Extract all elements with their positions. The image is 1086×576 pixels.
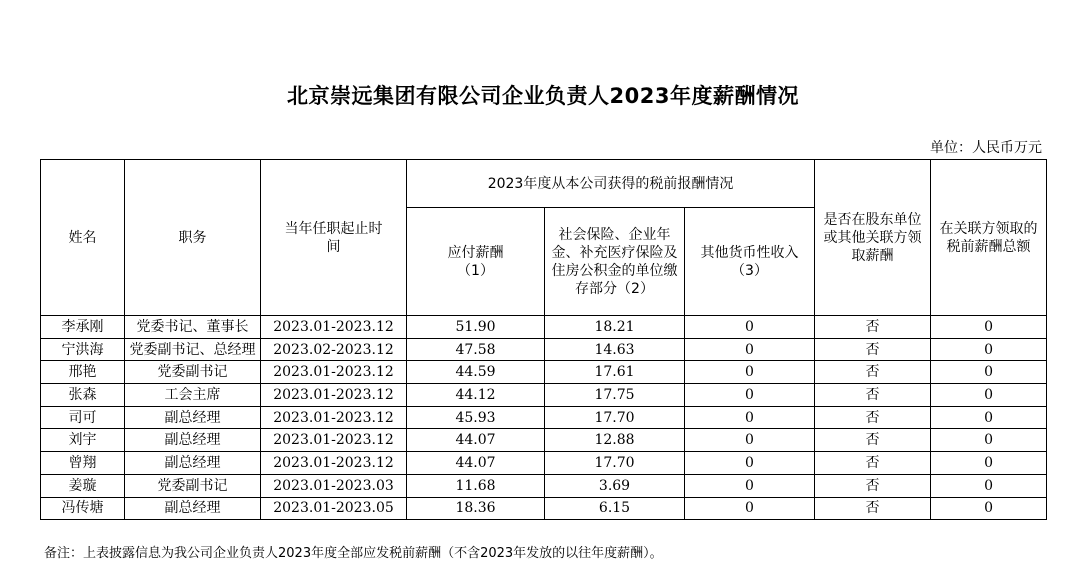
cell-social: 12.88	[545, 429, 685, 452]
cell-name: 邢艳	[41, 361, 125, 384]
header-related: 是否在股东单位或其他关联方领取薪酬	[815, 160, 931, 316]
cell-social: 17.70	[545, 452, 685, 475]
cell-salary: 44.12	[407, 384, 545, 407]
cell-related-total: 0	[931, 452, 1047, 475]
header-group: 2023年度从本公司获得的税前报酬情况	[407, 160, 815, 208]
salary-table	[40, 159, 1047, 520]
cell-other: 0	[685, 316, 815, 339]
table-row	[41, 338, 1047, 361]
cell-other: 0	[685, 474, 815, 497]
cell-position: 副总经理	[125, 452, 261, 475]
cell-related: 否	[815, 452, 931, 475]
cell-related-total: 0	[931, 361, 1047, 384]
header-name: 姓名	[41, 160, 125, 316]
cell-tenure: 2023.01-2023.12	[261, 452, 407, 475]
cell-related: 否	[815, 497, 931, 520]
cell-position: 副总经理	[125, 497, 261, 520]
cell-position: 工会主席	[125, 384, 261, 407]
table-row	[41, 452, 1047, 475]
cell-salary: 44.59	[407, 361, 545, 384]
cell-salary: 18.36	[407, 497, 545, 520]
cell-other: 0	[685, 452, 815, 475]
cell-social: 3.69	[545, 474, 685, 497]
cell-name: 冯传塘	[41, 497, 125, 520]
cell-name: 张森	[41, 384, 125, 407]
cell-name: 司可	[41, 406, 125, 429]
cell-other: 0	[685, 338, 815, 361]
cell-related: 否	[815, 474, 931, 497]
cell-social: 17.61	[545, 361, 685, 384]
page-title: 北京崇远集团有限公司企业负责人2023年度薪酬情况	[287, 84, 799, 108]
footnote: 备注：上表披露信息为我公司企业负责人2023年度全部应发税前薪酬（不含2023年发放的以往年度薪酬）。	[44, 546, 663, 561]
table-row	[41, 384, 1047, 407]
cell-other: 0	[685, 429, 815, 452]
header-salary: 应付薪酬（1）	[407, 208, 545, 316]
cell-social: 14.63	[545, 338, 685, 361]
cell-position: 副总经理	[125, 429, 261, 452]
cell-name: 姜璇	[41, 474, 125, 497]
cell-related: 否	[815, 316, 931, 339]
cell-salary: 44.07	[407, 429, 545, 452]
cell-other: 0	[685, 406, 815, 429]
table-row	[41, 429, 1047, 452]
table-row	[41, 474, 1047, 497]
cell-name: 刘宇	[41, 429, 125, 452]
cell-position: 党委副书记、总经理	[125, 338, 261, 361]
table-body	[41, 316, 1047, 520]
cell-tenure: 2023.02-2023.12	[261, 338, 407, 361]
cell-related: 否	[815, 429, 931, 452]
header-other: 其他货币性收入（3）	[685, 208, 815, 316]
cell-name: 李承刚	[41, 316, 125, 339]
header-position: 职务	[125, 160, 261, 316]
table-row	[41, 406, 1047, 429]
header-related-total: 在关联方领取的税前薪酬总额	[931, 160, 1047, 316]
cell-tenure: 2023.01-2023.03	[261, 474, 407, 497]
cell-related-total: 0	[931, 497, 1047, 520]
cell-name: 曾翔	[41, 452, 125, 475]
table-row	[41, 316, 1047, 339]
cell-related: 否	[815, 384, 931, 407]
cell-related-total: 0	[931, 384, 1047, 407]
cell-related-total: 0	[931, 474, 1047, 497]
cell-related: 否	[815, 361, 931, 384]
cell-other: 0	[685, 361, 815, 384]
cell-social: 17.75	[545, 384, 685, 407]
cell-related-total: 0	[931, 316, 1047, 339]
cell-position: 副总经理	[125, 406, 261, 429]
cell-tenure: 2023.01-2023.12	[261, 429, 407, 452]
cell-tenure: 2023.01-2023.12	[261, 384, 407, 407]
table-row	[41, 497, 1047, 520]
cell-related-total: 0	[931, 406, 1047, 429]
cell-tenure: 2023.01-2023.12	[261, 316, 407, 339]
cell-position: 党委副书记	[125, 474, 261, 497]
unit-label: 单位：人民币万元	[930, 140, 1042, 156]
cell-tenure: 2023.01-2023.05	[261, 497, 407, 520]
cell-tenure: 2023.01-2023.12	[261, 361, 407, 384]
table-row	[41, 361, 1047, 384]
cell-tenure: 2023.01-2023.12	[261, 406, 407, 429]
cell-other: 0	[685, 497, 815, 520]
cell-position: 党委副书记	[125, 361, 261, 384]
cell-social: 18.21	[545, 316, 685, 339]
header-social: 社会保险、企业年金、补充医疗保险及住房公积金的单位缴存部分（2）	[545, 208, 685, 316]
cell-social: 17.70	[545, 406, 685, 429]
cell-salary: 51.90	[407, 316, 545, 339]
cell-related: 否	[815, 406, 931, 429]
cell-name: 宁洪海	[41, 338, 125, 361]
cell-salary: 47.58	[407, 338, 545, 361]
cell-other: 0	[685, 384, 815, 407]
header-tenure: 当年任职起止时间	[261, 160, 407, 316]
cell-related: 否	[815, 338, 931, 361]
cell-salary: 45.93	[407, 406, 545, 429]
cell-salary: 11.68	[407, 474, 545, 497]
cell-social: 6.15	[545, 497, 685, 520]
cell-position: 党委书记、董事长	[125, 316, 261, 339]
cell-salary: 44.07	[407, 452, 545, 475]
cell-related-total: 0	[931, 429, 1047, 452]
cell-related-total: 0	[931, 338, 1047, 361]
